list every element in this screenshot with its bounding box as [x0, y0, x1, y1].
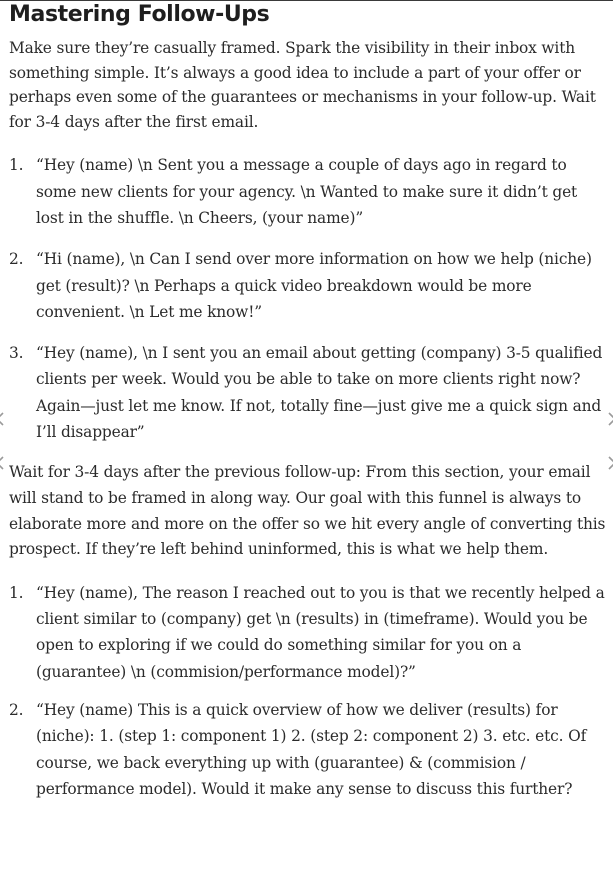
- list-number: 2.: [9, 700, 24, 719]
- list-item: [9, 152, 609, 231]
- page-title: Mastering Follow-Ups: [9, 2, 270, 27]
- list-text: “Hey (name), \n I sent you an email about getting (company) 3-5 qualified clients per week. Would you be able to take on more clients right now? Again—just let me know. If not, totally fine—just give me a quick sign and I’ll disappear”: [36, 344, 603, 442]
- document-page: [9, 0, 609, 814]
- chevron-left-icon[interactable]: [0, 412, 8, 426]
- chevron-right-icon[interactable]: [604, 456, 613, 470]
- followup-paragraph: Wait for 3-4 days after the previous follow-up: From this section, your email will stand to be framed in along way. Our goal with this funnel is always to elaborate more and more on the offer so we hit every angle of converting this prospect. If they’re left behind uninformed, this is what we help them.: [9, 463, 606, 559]
- list-item: [9, 697, 609, 802]
- chevron-right-icon[interactable]: [604, 412, 613, 426]
- list-text: “Hey (name) This is a quick overview of how we deliver (results) for (niche): 1. (step 1: component 1) 2. (step 2: component 2) 3. etc. etc. Of course, we back everything up with (guarantee) & (commision / performance model). Would it make any sense to discuss this further?: [36, 700, 587, 798]
- list-number: 1.: [9, 156, 24, 175]
- list-item: [9, 580, 609, 685]
- list-text: “Hey (name), The reason I reached out to you is that we recently helped a client similar to (company) get \n (results) in (timeframe). Would you be open to exploring if we could do something similar for you on a (guarantee) \n (commision/performance model)?”: [36, 583, 605, 681]
- list-item: [9, 246, 609, 325]
- intro-paragraph: Make sure they’re casually framed. Spark the visibility in their inbox with something simple. It’s always a good idea to include a part of your offer or perhaps even some of the guarantees or mechanisms in your follow-up. Wait for 3-4 days after the first email.: [9, 39, 596, 131]
- list-text: “Hi (name), \n Can I send over more information on how we help (niche) get (result)? \n Perhaps a quick video breakdown would be more convenient. \n Let me know!”: [36, 250, 592, 321]
- list-number: 1.: [9, 583, 24, 602]
- list-item: [9, 340, 609, 445]
- list-number: 2.: [9, 250, 24, 269]
- list-text: “Hey (name) \n Sent you a message a couple of days ago in regard to some new clients for your agency. \n Wanted to make sure it didn’t get lost in the shuffle. \n Cheers, (your name)”: [36, 156, 578, 227]
- list-number: 3.: [9, 344, 24, 363]
- first-email-list: [9, 152, 609, 445]
- chevron-left-icon[interactable]: [0, 456, 8, 470]
- second-email-list: [9, 580, 609, 802]
